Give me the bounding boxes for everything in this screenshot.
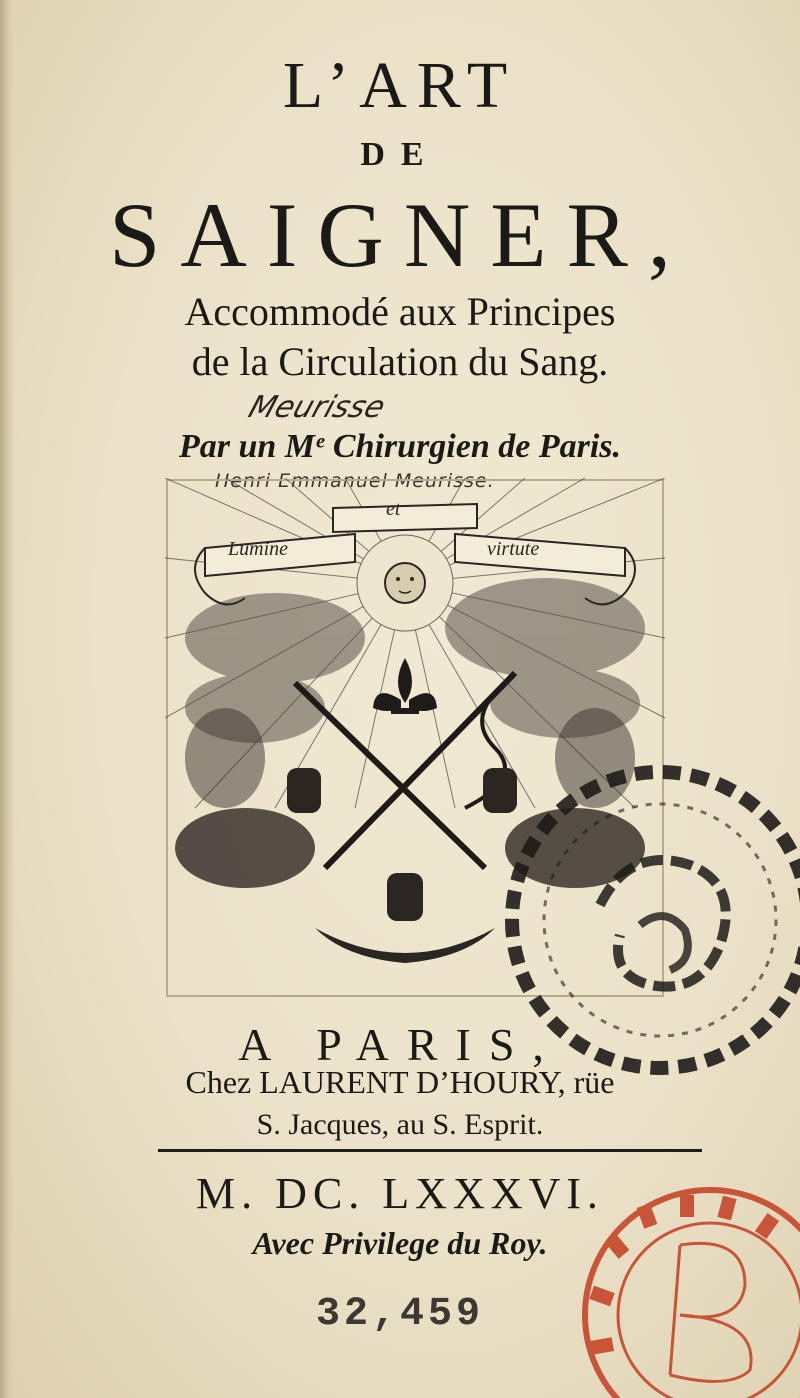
handwritten-name: Meurisse [244,390,390,425]
imprint-city: A PARIS, [238,1019,562,1070]
scroll-ornament [315,928,495,963]
imprint-publisher: Chez LAURENT D’HOURY, rüe [185,1064,615,1100]
imprint-address: S. Jacques, au S. Esprit. [256,1108,544,1141]
subtitle-line-2: de la Circulation du Sang. [191,339,609,384]
divider-rule [158,1149,702,1152]
handwritten-full-name: Henri Emmanuel Meurisse. [215,470,495,492]
publication-date: M. DC. LXXXVI. [196,1169,604,1218]
banner-right-word: virtute [487,538,540,560]
black-library-stamp-icon [490,735,800,1095]
shelfmark-number: 32,459 [315,1292,485,1337]
red-library-stamp-icon [570,1175,800,1398]
title-line-1: L’ART [282,49,518,122]
sun-face-icon [385,563,425,603]
subtitle-line-1: Accommodé aux Principes [184,289,616,334]
title-line-2: DE [360,136,440,173]
banner-left-word: Lumine [228,538,288,560]
privilege-line: Avec Privilege du Roy. [252,1225,548,1261]
author-line: Par un Mᵉ Chirurgien de Paris. [178,428,622,465]
title-line-3: SAIGNER, [109,184,691,286]
banner-center-word: et [386,498,401,520]
